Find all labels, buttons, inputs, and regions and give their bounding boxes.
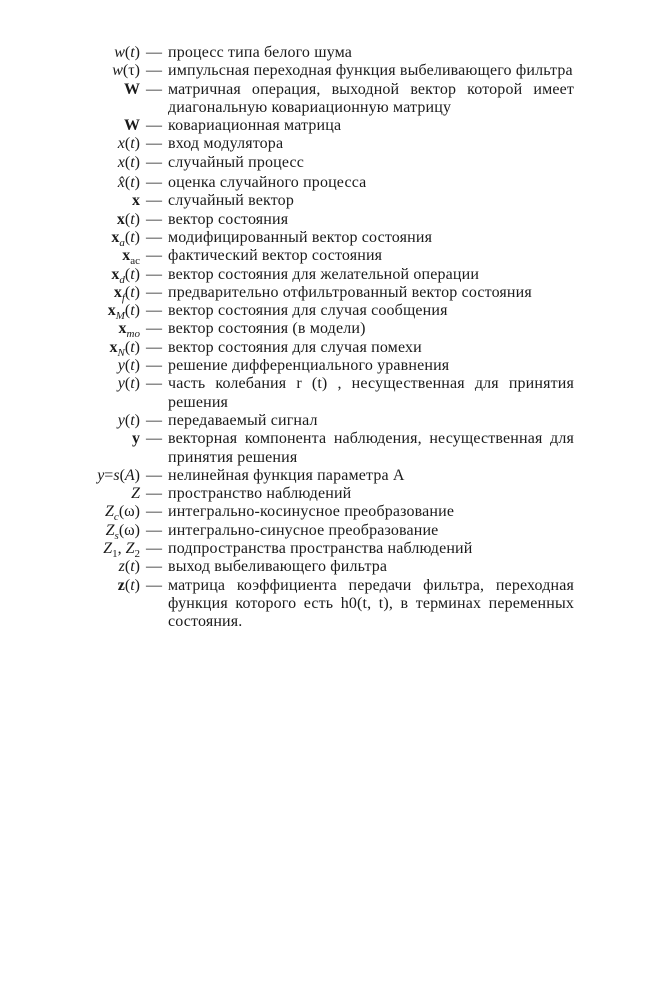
dash: — bbox=[146, 117, 162, 135]
dash: — bbox=[146, 320, 162, 338]
description: процесс типа белого шума bbox=[168, 44, 353, 61]
symbol: Z bbox=[131, 485, 140, 503]
symbol: $x_N(t)$ bbox=[109, 338, 140, 359]
dash: — bbox=[146, 411, 162, 429]
notation-entry bbox=[0, 522, 662, 540]
notation-entry bbox=[0, 558, 662, 576]
symbol: $x_M(t)$ bbox=[107, 302, 140, 323]
description: вектор состояния для случая помехи bbox=[168, 338, 422, 356]
symbol: W bbox=[124, 80, 140, 98]
description: фактический вектор состояния bbox=[168, 247, 383, 265]
symbol: $Z_1$, $Z_2$ bbox=[103, 540, 140, 561]
notation-entry bbox=[0, 266, 662, 284]
notation-entry bbox=[0, 577, 662, 632]
symbol: x(t) bbox=[117, 153, 140, 171]
notation-entry bbox=[0, 503, 662, 524]
symbol: $x_a(t)$ bbox=[111, 228, 140, 250]
description: импульсная переходная функция выбеливающего фильтра bbox=[168, 62, 573, 80]
symbol: $x_d(t)$ bbox=[111, 265, 140, 286]
notation-entry bbox=[0, 485, 662, 503]
symbol: z(t) bbox=[118, 558, 140, 576]
symbol: x̂(t) bbox=[117, 174, 140, 192]
notation-entry bbox=[0, 357, 662, 375]
symbol: W bbox=[124, 117, 140, 135]
notation-entry bbox=[0, 320, 662, 341]
symbol: z(t) bbox=[117, 576, 140, 594]
description: подпространства пространства наблюдений bbox=[168, 540, 473, 558]
notation-entry bbox=[0, 467, 662, 485]
dash: — bbox=[146, 283, 162, 301]
symbol: y(t) bbox=[117, 411, 140, 429]
dash: — bbox=[146, 62, 162, 80]
dash: — bbox=[146, 247, 162, 265]
symbol: x bbox=[132, 192, 140, 210]
description: вектор состояния (в модели) bbox=[168, 320, 366, 338]
symbol: y bbox=[132, 430, 140, 448]
description: часть колебания r (t) , несущественная для принятия решения bbox=[168, 375, 574, 411]
dash: — bbox=[146, 228, 162, 246]
dash: — bbox=[146, 80, 162, 98]
notation-entry bbox=[0, 192, 662, 210]
symbol: y(t) bbox=[117, 375, 140, 393]
notation-entry bbox=[0, 375, 662, 412]
dash: — bbox=[146, 576, 162, 594]
symbol: x(t) bbox=[116, 210, 140, 228]
dash: — bbox=[146, 540, 162, 558]
dash: — bbox=[146, 357, 162, 375]
dash: — bbox=[146, 466, 162, 484]
symbol: $x_{ac}$ bbox=[122, 247, 140, 268]
dash: — bbox=[146, 44, 162, 61]
description: матрица коэффициента передачи фильтра, переходная функция которого есть h0(t, t), в терминах переменных состояния. bbox=[168, 576, 574, 631]
notation-entry bbox=[0, 117, 662, 135]
notation-entry bbox=[0, 247, 662, 268]
description: решение дифференциального уравнения bbox=[168, 357, 450, 375]
description: нелинейная функция параметра A bbox=[168, 466, 405, 484]
dash: — bbox=[146, 302, 162, 320]
symbol: y=s(A) bbox=[97, 466, 140, 484]
notation-entry bbox=[0, 135, 662, 153]
notation-entry bbox=[0, 62, 662, 80]
symbol: $x_f(t)$ bbox=[113, 283, 140, 305]
dash: — bbox=[146, 485, 162, 503]
notation-entry bbox=[0, 228, 662, 250]
dash: — bbox=[146, 430, 162, 448]
symbol: $x_{mo}$ bbox=[118, 320, 140, 341]
dash: — bbox=[146, 338, 162, 356]
dash: — bbox=[146, 558, 162, 576]
description: вектор состояния для желательной операции bbox=[168, 265, 480, 283]
dash: — bbox=[146, 174, 162, 192]
description: векторная компонента наблюдения, несущественная для принятия решения bbox=[168, 430, 574, 466]
description: оценка случайного процесса bbox=[168, 174, 367, 192]
dash: — bbox=[146, 192, 162, 210]
notation-list bbox=[0, 44, 662, 632]
dash: — bbox=[146, 135, 162, 153]
notation-entry bbox=[0, 339, 662, 357]
description: интегрально-косинусное преобразование bbox=[168, 503, 455, 521]
description: вход модулятора bbox=[168, 135, 284, 153]
symbol: $Z_s(\omega)$ bbox=[105, 521, 140, 542]
description: ковариационная матрица bbox=[168, 117, 342, 135]
notation-entry bbox=[0, 211, 662, 229]
description: модифицированный вектор состояния bbox=[168, 228, 433, 246]
notation-entry bbox=[0, 44, 662, 62]
notation-entry bbox=[0, 412, 662, 430]
description: передаваемый сигнал bbox=[168, 411, 318, 429]
description: пространство наблюдений bbox=[168, 485, 352, 503]
notation-entry bbox=[0, 540, 662, 561]
symbol: w(τ) bbox=[112, 62, 140, 80]
description: матричная операция, выходной вектор которой имеет диагональную ковариационную матрицу bbox=[168, 80, 574, 116]
notation-entry bbox=[0, 81, 662, 118]
dash: — bbox=[146, 375, 162, 393]
notation-entry bbox=[0, 154, 662, 172]
dash: — bbox=[146, 265, 162, 283]
description: случайный вектор bbox=[168, 192, 294, 210]
description: вектор состояния bbox=[168, 210, 289, 228]
symbol: $Z_c(\omega)$ bbox=[105, 503, 140, 524]
dash: — bbox=[146, 153, 162, 171]
dash: — bbox=[146, 503, 162, 521]
notation-entry bbox=[0, 174, 662, 192]
notation-entry bbox=[0, 302, 662, 323]
description: выход выбеливающего фильтра bbox=[168, 558, 388, 576]
symbol: x(t) bbox=[117, 135, 140, 153]
symbol: w(t) bbox=[114, 44, 140, 61]
notation-entry bbox=[0, 283, 662, 305]
dash: — bbox=[146, 521, 162, 539]
description: случайный процесс bbox=[168, 153, 305, 171]
dash: — bbox=[146, 210, 162, 228]
description: предварительно отфильтрованный вектор состояния bbox=[168, 283, 532, 301]
description: вектор состояния для случая сообщения bbox=[168, 302, 448, 320]
notation-entry bbox=[0, 430, 662, 467]
description: интегрально-синусное преобразование bbox=[168, 521, 439, 539]
symbol: y(t) bbox=[117, 357, 140, 375]
